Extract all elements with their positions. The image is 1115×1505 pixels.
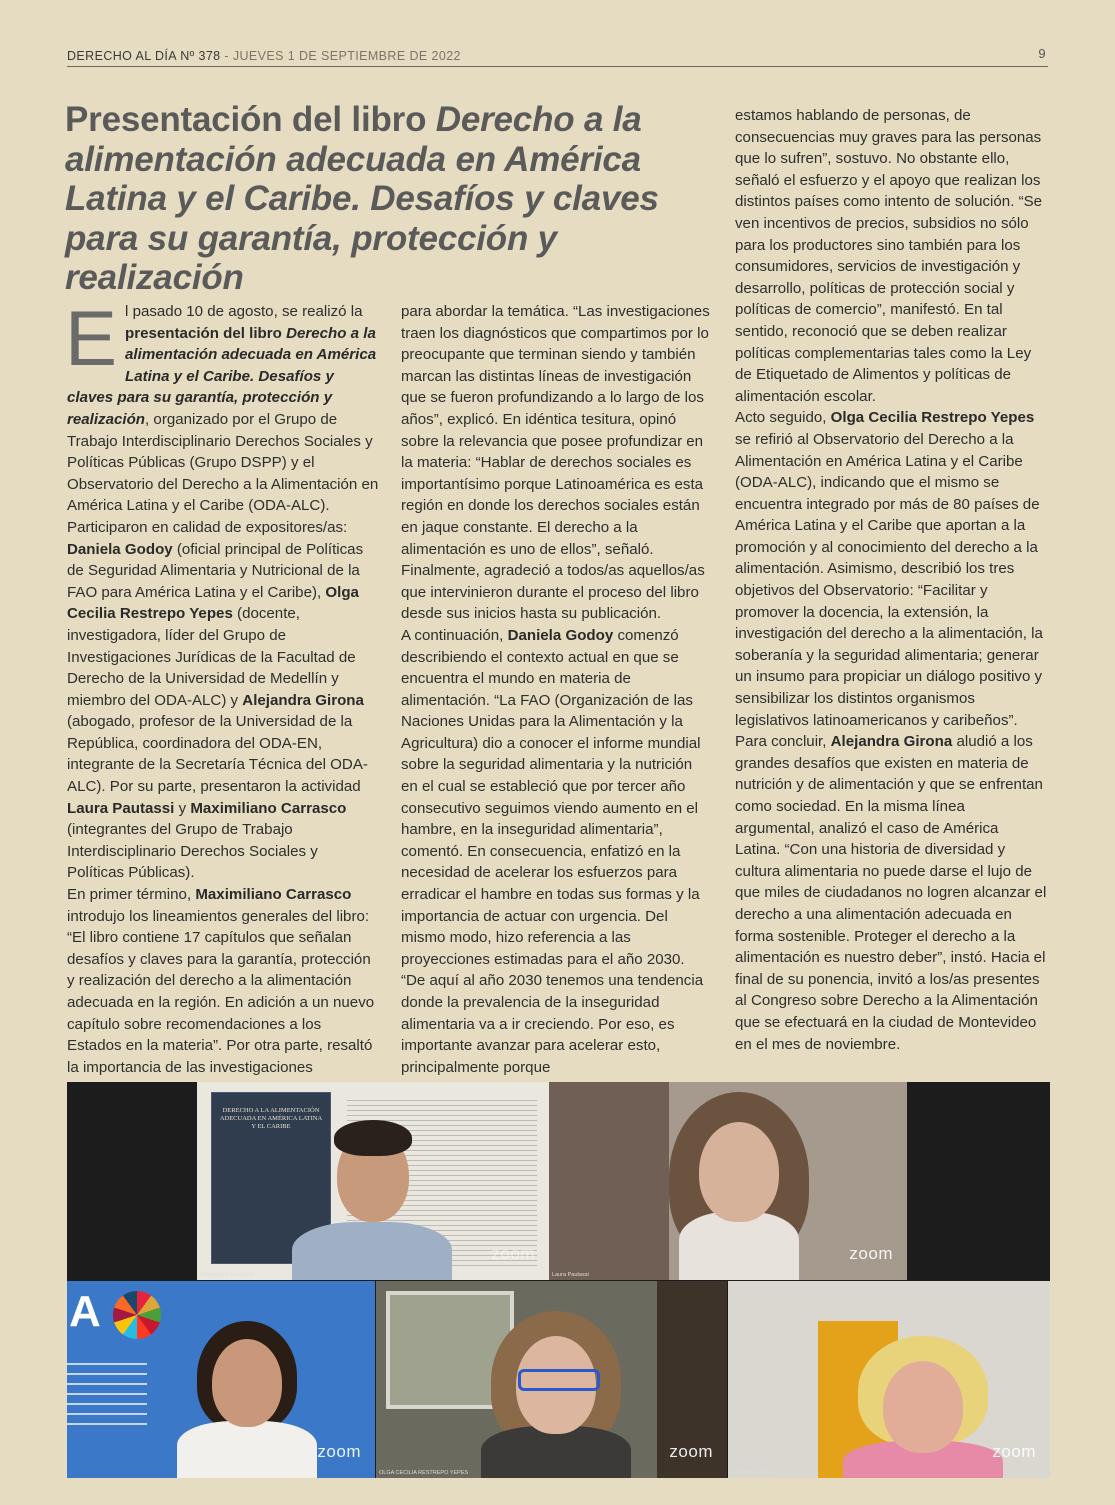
person-olga	[466, 1311, 646, 1478]
zoom-watermark: zoom	[491, 1244, 535, 1263]
person-maximiliano	[282, 1112, 462, 1280]
bold-text: Maximiliano Carrasco	[190, 799, 347, 817]
article-column-2	[401, 301, 713, 1078]
text-run: se refirió al Observatorio del Derecho a la Alimentación en América Latina y el Caribe (ODA-ALC), indicando que el mismo se encuentra integrado por más de 80 países de América Latina y el Caribe que aportan a la promoción y al conocimiento del derecho a la alimentación. Asimismo, describió los tres objetivos del Observatorio: “Facilitar y promover la docencia, la extensión, la investigación del derecho a la alimentación, la soberanía y la seguridad alimentaria; generar un insumo para propiciar un diálogo positivo y sensibilizar los distintos organismos legislativos latinoamericanos y caribeños”.	[735, 430, 1043, 729]
paragraph	[735, 731, 1047, 1055]
title-italic: Derecho a la alimentación adecuada en América Latina y el Caribe. Desafíos y claves para su garantía, protección y realización	[65, 100, 659, 297]
bold-text: presentación del libro	[125, 324, 287, 342]
book-cover-title: DERECHO A LA ALIMENTACIÓN ADECUADA EN AMÉRICA LATINA Y EL CARIBE	[219, 1107, 323, 1130]
paragraph	[65, 294, 379, 882]
participant-name-label: OLGA CECILIA RESTREPO YEPES	[379, 1470, 469, 1476]
bold-text: Laura Pautassi	[67, 799, 175, 817]
text-run: (docente, investigadora, líder del Grupo de Investigaciones Jurídicas de la Facultad de Derecho de la Universidad de Medellín y miembro del ODA-ALC) y	[67, 605, 356, 709]
text-run: y	[174, 799, 191, 817]
person-daniela	[162, 1321, 332, 1478]
bold-text: Olga Cecilia Restrepo Yepes	[830, 409, 1035, 427]
article-column-3	[735, 105, 1047, 1055]
title-plain: Presentación del libro	[65, 100, 436, 139]
article-column-1	[65, 294, 379, 1078]
publication-name: DERECHO AL DÍA Nº 378	[67, 49, 221, 63]
bold-text: Maximiliano Carrasco	[195, 886, 352, 904]
text-run: (abogado, profesor de la Universidad de la República, coordinadora del ODA-EN, integrante de la Secretaría Técnica del ODA-ALC). Por su parte, presentaron la actividad	[67, 713, 368, 796]
text-run: estamos hablando de personas, de consecuencias muy graves para las personas que lo sufren”, sostuvo. No obstante ello, señaló el esfuerzo y el apoyo que realizan los distintos países como intento de solución. “Se ven incentivos de precios, subsidios no sólo para los productores sino también para los consumidores, servicios de investigación y desarrollo, políticas de protección social y políticas de comercio”, manifestó. En tal sentido, reconoció que se deben realizar políticas complementarias tales como la Ley de Etiquetado de Alimentos y políticas de alimentación escolar.	[735, 107, 1043, 405]
publication-date: JUEVES 1 DE SEPTIEMBRE DE 2022	[232, 49, 461, 63]
paragraph	[401, 301, 713, 625]
lead-paragraph	[65, 294, 379, 884]
bold-text: Olga Cecilia Restrepo Yepes	[67, 583, 359, 623]
background-text-lines	[67, 1355, 147, 1425]
drop-cap: E	[65, 294, 118, 382]
paragraph	[735, 105, 1047, 407]
bold-italic-text: Derecho a la alimentación adecuada en América Latina y el Caribe. Desafíos y claves para su garantía, protección y realización	[67, 324, 377, 428]
paragraph	[735, 407, 1047, 731]
zoom-watermark: zoom	[317, 1442, 361, 1461]
zoom-watermark: zoom	[849, 1244, 893, 1263]
fao-logo: A	[69, 1287, 101, 1336]
participant-name-label: Laura Pautassi	[552, 1272, 589, 1278]
article-title	[65, 100, 715, 298]
text-run: A continuación,	[401, 626, 508, 644]
page-header	[67, 46, 1048, 67]
text-run: Para concluir,	[735, 733, 831, 751]
paragraph	[67, 884, 379, 1078]
zoom-watermark: zoom	[669, 1442, 713, 1461]
bold-text: Alejandra Girona	[242, 691, 364, 709]
paragraph	[401, 625, 713, 1078]
participant-tile-maximiliano	[197, 1082, 549, 1280]
text-run: (oficial principal de Políticas de Seguridad Alimentaria y Nutricional de la FAO para América Latina y el Caribe),	[67, 540, 364, 601]
header-publication-line	[67, 49, 461, 63]
participant-name-label: Maximiliano Carrasco	[200, 1272, 253, 1278]
text-run: En primer término,	[67, 886, 196, 904]
column-1-paragraphs	[65, 294, 379, 1078]
video-call-photo	[67, 1082, 1050, 1478]
page-number: 9	[1038, 46, 1046, 61]
bold-text: Daniela Godoy	[67, 540, 173, 558]
participant-tile-alejandra	[728, 1281, 1050, 1478]
bold-text: Alejandra Girona	[830, 733, 953, 751]
text-run: aludió a los grandes desafíos que existen en materia de nutrición y de alimentación y que se enfrentan como sociedad. En la misma línea argumental, analizó el caso de América Latina. “Con una historia de diversidad y cultura alimentaria no puede darse el lujo de que miles de ciudadanos no logren alcanzar el derecho a una alimentación adecuada en forma sostenible. Proteger el derecho a la alimentación es nuestro deber”, instó. Hacia el final de su ponencia, invitó a los/as presentes al Congreso sobre Derecho a la Alimentación que se efectuará en la ciudad de Montevideo en el mes de noviembre.	[735, 733, 1047, 1053]
text-run: , organizado por el Grupo de Trabajo Interdisciplinario Derechos Sociales y Políticas Públicas (Grupo DSPP) y el Observatorio del Derecho a la Alimentación en América Latina y el Caribe (ODA-ALC). Participaron en calidad de expositores/as:	[67, 410, 379, 536]
bold-text: Daniela Godoy	[507, 626, 614, 644]
text-run: (integrantes del Grupo de Trabajo Interdisciplinario Derechos Sociales y Políticas Públicas).	[67, 821, 318, 882]
participant-tile-laura	[549, 1082, 907, 1280]
person-alejandra	[838, 1336, 1008, 1478]
participant-tile-olga	[376, 1281, 727, 1478]
text-run: para abordar la temática. “Las investigaciones traen los diagnósticos que compartimos por lo preocupante que terminan siendo y también marcan las distintas líneas de investigación que se fueron profundizando a lo largo de los años”, explicó. En idéntica tesitura, opinó sobre la relevancia que posee profundizar en la materia: “Hablar de derechos sociales es importantísimo porque Latinoamérica es esta región en donde los derechos sociales están en jaque constante. El derecho a la alimentación es uno de ellos”, señaló. Finalmente, agradeció a todos/as aquellos/as que intervinieron durante el proceso del libro desde sus inicios hasta su publicación.	[401, 303, 710, 623]
text-run: Acto seguido,	[735, 409, 831, 427]
header-separator: -	[220, 49, 233, 63]
zoom-watermark: zoom	[992, 1442, 1036, 1461]
text-run: comenzó describiendo el contexto actual en que se encuentra el mundo en materia de alimentación. “La FAO (Organización de las Naciones Unidas para la Alimentación y la Agricultura) dio a conocer el informe mundial sobre la seguridad alimentaria y la nutrición en el cual se estableció que por tercer año consecutivo seguimos viendo aumento en el hambre, en la inseguridad alimentaria”, comentó. En consecuencia, enfatizó en la necesidad de acelerar los esfuerzos para erradicar el hambre en todas sus formas y la importancia de actuar con urgencia. Del mismo modo, hizo referencia a las proyecciones estimadas para el año 2030. “De aquí al año 2030 tenemos una tendencia donde la prevalencia de la inseguridad alimentaria va a ir creciendo. Por eso, es importante avanzar para acelerar esto, principalmente porque	[401, 626, 704, 1076]
participant-name-label: Alejandra Girona	[731, 1470, 773, 1476]
text-run: l pasado 10 de agosto, se realizó la	[125, 303, 363, 320]
sdg-wheel-icon	[113, 1291, 161, 1339]
participant-tile-daniela	[67, 1281, 375, 1478]
glasses	[518, 1369, 600, 1391]
text-run: introdujo los lineamientos generales del libro: “El libro contiene 17 capítulos que señalan desafíos y claves para la garantía, protección y realización del derecho a la alimentación adecuada en la región. En adición a un nuevo capítulo sobre recomendaciones a los Estados en la materia”. Por otra parte, resaltó la importancia de las investigaciones	[67, 907, 375, 1076]
person-laura	[629, 1092, 849, 1280]
